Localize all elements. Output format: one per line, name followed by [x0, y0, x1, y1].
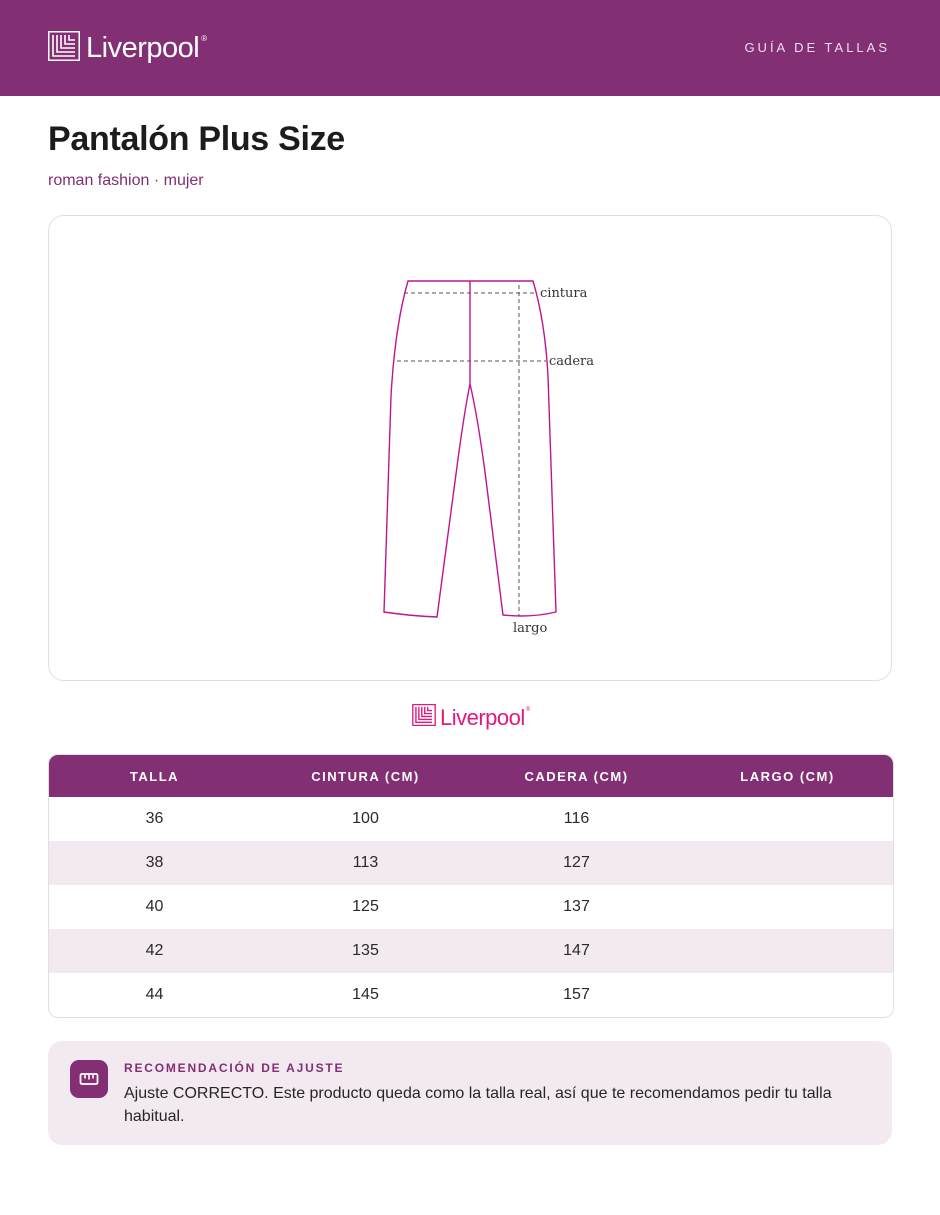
product-subtitle: roman fashion · mujer — [48, 172, 204, 189]
cell-waist: 100 — [352, 810, 379, 827]
cell-hip: 147 — [563, 942, 590, 959]
liverpool-logo-icon — [48, 31, 80, 66]
column-header-hip: CADERA (CM) — [524, 768, 629, 784]
table-row — [49, 841, 893, 885]
brand-watermark — [412, 704, 530, 731]
cell-size: 42 — [145, 942, 164, 959]
waist-label: cintura — [540, 286, 588, 301]
column-header-size: TALLA — [129, 768, 180, 784]
registered-mark: ® — [201, 34, 208, 43]
brand-logo[interactable] — [48, 28, 207, 68]
hip-label: cadera — [549, 354, 595, 369]
column-header-length: LARGO (CM) — [740, 768, 835, 784]
cell-waist: 113 — [352, 854, 379, 871]
top-bar — [0, 0, 940, 96]
liverpool-logo-icon — [412, 704, 436, 731]
table-row — [49, 885, 893, 929]
pants-outline — [384, 281, 556, 617]
measurement-guides — [397, 285, 546, 616]
cell-size: 44 — [145, 986, 164, 1003]
page-title: Pantalón Plus Size — [48, 120, 345, 158]
cell-size: 40 — [145, 898, 164, 915]
cell-hip: 127 — [563, 854, 590, 871]
table-row — [49, 929, 893, 973]
column-header-waist: CINTURA (CM) — [311, 768, 420, 784]
pants-diagram — [49, 216, 891, 680]
table-row — [49, 797, 893, 841]
measurement-diagram-card — [48, 215, 892, 681]
watermark-registered-mark: ® — [525, 707, 531, 713]
brand-name: Liverpool — [86, 31, 200, 64]
fit-recommendation — [48, 1041, 892, 1145]
cell-size: 38 — [145, 854, 164, 871]
ruler-icon — [70, 1060, 108, 1098]
cell-waist: 135 — [352, 942, 379, 959]
cell-waist: 145 — [352, 986, 379, 1003]
cell-hip: 116 — [563, 810, 590, 827]
fit-recommendation-title: RECOMENDACIÓN DE AJUSTE — [124, 1061, 345, 1075]
cell-size: 36 — [145, 810, 164, 827]
table-row — [49, 973, 893, 1017]
fit-recommendation-text: Ajuste CORRECTO. Este producto queda como la talla real, así que te recomendamos pedir tu talla habitual. — [124, 1085, 832, 1125]
size-guide-link[interactable]: GUÍA DE TALLAS — [744, 40, 890, 55]
table-header — [49, 755, 893, 797]
cell-hip: 157 — [563, 986, 590, 1003]
watermark-brand-name: Liverpool — [440, 704, 525, 730]
cell-waist: 125 — [352, 898, 379, 915]
cell-hip: 137 — [563, 898, 590, 915]
length-label: largo — [513, 621, 548, 636]
size-table — [48, 754, 894, 1018]
